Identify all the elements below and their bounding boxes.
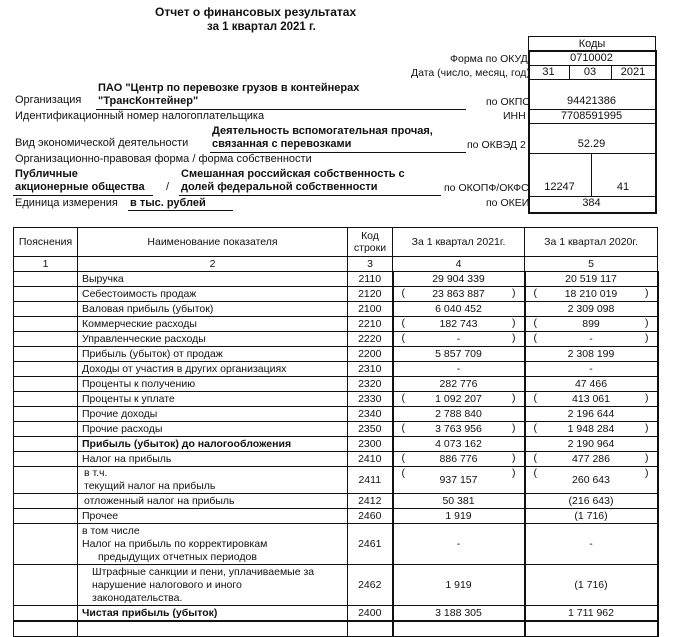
value-2020 [525, 407, 658, 422]
value-2021 [393, 606, 525, 622]
row-label: Прибыль (убыток) до налогообложения [78, 437, 348, 452]
paren-close: ) [645, 467, 649, 479]
cell-value: 1 919 [445, 509, 472, 522]
table-row [14, 452, 658, 467]
cell-value: 2 196 644 [567, 407, 615, 420]
row-label: Управленческие расходы [78, 332, 348, 347]
col-num-5: 5 [525, 257, 658, 272]
paren-open: ( [533, 392, 537, 404]
table-row [14, 377, 658, 392]
table-row [14, 524, 658, 565]
cell-value: 6 040 452 [435, 302, 482, 315]
row-label-line: отложенный налог на прибыль [84, 494, 235, 507]
row-label: Валовая прибыль (убыток) [78, 302, 348, 317]
table-row [14, 407, 658, 422]
cell-value: 1 919 [445, 578, 472, 591]
codes-header: Коды [578, 38, 606, 50]
cell-value: - [456, 332, 461, 345]
paren-open: ( [401, 287, 405, 299]
value-2020 [525, 422, 658, 437]
row-code: 2110 [348, 272, 393, 287]
value-2021 [393, 392, 525, 407]
value-2021 [393, 524, 525, 565]
cell-value: 23 863 887 [432, 287, 485, 300]
legal-form-line1: Публичные [15, 168, 78, 180]
col-header-notes: Пояснения [14, 228, 78, 257]
row-label: Прибыль (убыток) от продаж [78, 347, 348, 362]
org-name-line1: ПАО "Центр по перевозке грузов в контейнерах [98, 82, 360, 94]
okved-label: по ОКВЭД 2 [467, 139, 526, 151]
row-code: 2300 [348, 437, 393, 452]
row-label [78, 524, 348, 565]
value-2020 [525, 317, 658, 332]
cell-value: 2 309 098 [567, 302, 615, 315]
notes-cell [14, 317, 78, 332]
row-label: Коммерческие расходы [78, 317, 348, 332]
value-2021 [393, 287, 525, 302]
paren-open: ( [401, 392, 405, 404]
value-2020 [525, 494, 658, 509]
table-row-cutoff [14, 621, 658, 637]
notes-cell [14, 606, 78, 622]
value-2021 [393, 332, 525, 347]
row-code: 2200 [348, 347, 393, 362]
row-code: 2120 [348, 287, 393, 302]
paren-open: ( [401, 422, 405, 434]
empty-cell [14, 621, 78, 637]
row-label: Доходы от участия в других организациях [78, 362, 348, 377]
unit-label: Единица измерения [15, 197, 118, 209]
okpo-label: по ОКПО [486, 96, 531, 108]
okfs-value: 41 [616, 181, 630, 193]
okopf-value: 12247 [544, 181, 575, 193]
cell-value: 260 643 [572, 473, 610, 486]
row-label-line: в т.ч. [84, 467, 108, 479]
row-label-line: Штрафные санкции и пени, уплачиваемые за [92, 565, 315, 578]
value-2020 [525, 287, 658, 302]
row-code: 2461 [348, 524, 393, 565]
row-label-line: нарушение налогового и иного [92, 578, 242, 591]
cell-value: - [589, 332, 593, 345]
date-label: Дата (число, месяц, год) [411, 67, 530, 79]
paren-close: ) [512, 422, 516, 434]
cell-value: - [589, 537, 593, 550]
cell-value: - [456, 362, 461, 375]
table-row [14, 287, 658, 302]
row-label [78, 565, 348, 606]
inn-text: Идентификационный номер налогоплательщика [15, 110, 265, 122]
paren-close: ) [512, 452, 516, 464]
cell-value: 282 776 [439, 377, 478, 390]
col-header-2020: За 1 квартал 2020г. [525, 228, 658, 257]
row-code: 2330 [348, 392, 393, 407]
col-header-code-line2: строки [353, 242, 387, 254]
row-label [78, 494, 348, 509]
table-row [14, 437, 658, 452]
notes-cell [14, 302, 78, 317]
value-2020 [525, 565, 658, 606]
okei-value: 384 [582, 197, 601, 209]
cell-value: 1 948 284 [567, 422, 615, 435]
row-code: 2210 [348, 317, 393, 332]
empty-cell [393, 621, 525, 637]
value-2021 [393, 494, 525, 509]
cell-value: 50 381 [442, 494, 475, 507]
ownership-line2: долей федеральной собственности [181, 181, 378, 193]
cell-value: 20 519 117 [565, 272, 617, 285]
table-row [14, 467, 658, 494]
report-period: за 1 квартал 2021 г. [207, 21, 316, 33]
cell-value: 29 904 339 [432, 272, 485, 285]
value-2021 [393, 467, 525, 494]
table-row [14, 606, 658, 622]
cell-value: 3 188 305 [435, 606, 482, 619]
table-row [14, 317, 658, 332]
cell-value: (1 716) [574, 578, 608, 591]
value-2020 [525, 272, 658, 287]
paren-close: ) [512, 332, 516, 344]
notes-cell [14, 377, 78, 392]
org-label: Организация [15, 94, 82, 106]
org-name-line2: "ТрансКонтейнер" [98, 95, 199, 107]
paren-open: ( [533, 317, 537, 329]
row-label [78, 606, 348, 622]
row-label: Выручка [78, 272, 348, 287]
cell-value: 2 308 199 [567, 347, 615, 360]
cell-value: 886 776 [439, 452, 478, 465]
unit-value: в тыс. рублей [130, 197, 206, 209]
row-code: 2410 [348, 452, 393, 467]
cell-value: 413 061 [572, 392, 610, 405]
cell-value: (216 643) [568, 494, 614, 507]
financial-results-table [13, 227, 659, 637]
notes-cell [14, 494, 78, 509]
row-code: 2320 [348, 377, 393, 392]
cell-value: 2 788 840 [435, 407, 482, 420]
value-2021 [393, 407, 525, 422]
value-2021 [393, 317, 525, 332]
paren-open: ( [533, 452, 537, 464]
value-2020 [525, 437, 658, 452]
table-row [14, 509, 658, 524]
paren-close: ) [645, 392, 649, 404]
paren-open: ( [401, 332, 405, 344]
inn-value: 7708591995 [560, 110, 623, 122]
date-day: 31 [542, 66, 555, 78]
col-num-2: 2 [78, 257, 348, 272]
row-label-line: Чистая прибыль (убыток) [82, 606, 218, 619]
row-label-line: в том числе [82, 524, 140, 537]
cell-value: 899 [582, 317, 600, 330]
row-label: Налог на прибыль [78, 452, 348, 467]
row-code: 2411 [348, 467, 393, 494]
row-label-line: Прочее [82, 509, 119, 522]
value-2020 [525, 377, 658, 392]
table-row [14, 392, 658, 407]
paren-close: ) [645, 332, 649, 344]
row-label: Прочие доходы [78, 407, 348, 422]
report-title: Отчет о финансовых результатах [155, 5, 357, 19]
value-2020 [525, 509, 658, 524]
cell-value: - [589, 362, 593, 375]
row-code: 2100 [348, 302, 393, 317]
row-label-line: Налог на прибыль по корректировкам [82, 537, 268, 550]
value-2020 [525, 524, 658, 565]
row-label: Проценты к получению [78, 377, 348, 392]
notes-cell [14, 347, 78, 362]
row-label-line: законодательства. [92, 591, 183, 604]
row-code: 2412 [348, 494, 393, 509]
inn-label: ИНН [503, 110, 526, 122]
notes-cell [14, 437, 78, 452]
okved-value: 52.29 [577, 138, 606, 150]
col-header-name: Наименование показателя [78, 228, 348, 257]
cell-value: 477 286 [572, 452, 610, 465]
table-header-row [14, 228, 658, 257]
value-2020 [525, 332, 658, 347]
okpo-value: 94421386 [567, 95, 616, 107]
col-header-code [348, 228, 393, 257]
col-header-2021: За 1 квартал 2021г. [393, 228, 525, 257]
numbering-row [14, 257, 658, 272]
value-2021 [393, 437, 525, 452]
paren-close: ) [512, 392, 516, 404]
cell-value: 18 210 019 [564, 287, 618, 300]
okud-value: 0710002 [570, 52, 613, 64]
value-2021 [393, 422, 525, 437]
empty-cell [348, 621, 393, 637]
col-header-code-line1: Код [361, 230, 379, 242]
cell-value: 3 763 956 [435, 422, 482, 435]
empty-cell [525, 621, 658, 637]
paren-close: ) [512, 467, 516, 479]
empty-cell [78, 621, 348, 637]
legal-form-line2: акционерные общества [15, 181, 145, 193]
notes-cell [14, 362, 78, 377]
row-code: 2460 [348, 509, 393, 524]
cell-value: 1 092 207 [435, 392, 482, 405]
row-code: 2462 [348, 565, 393, 606]
notes-cell [14, 287, 78, 302]
col-num-4: 4 [393, 257, 525, 272]
table-row [14, 565, 658, 606]
value-2021 [393, 272, 525, 287]
cell-value: 4 073 162 [435, 437, 482, 450]
paren-close: ) [645, 287, 649, 299]
activity-label: Вид экономической деятельности [15, 137, 189, 149]
table-row [14, 272, 658, 287]
value-2020 [525, 606, 658, 622]
row-code: 2340 [348, 407, 393, 422]
row-label: Себестоимость продаж [78, 287, 348, 302]
value-2020 [525, 452, 658, 467]
table-row [14, 347, 658, 362]
value-2021 [393, 565, 525, 606]
value-2020 [525, 392, 658, 407]
cell-value: 5 857 709 [435, 347, 482, 360]
row-label-line: текущий налог на прибыль [84, 480, 216, 492]
paren-open: ( [533, 467, 537, 479]
cell-value: 937 157 [439, 473, 478, 486]
value-2021 [393, 452, 525, 467]
notes-cell [14, 272, 78, 287]
cell-value: - [456, 537, 461, 550]
row-label [78, 509, 348, 524]
cell-value: 2 190 964 [567, 437, 615, 450]
activity-line1: Деятельность вспомогательная прочая, [212, 125, 433, 137]
value-2021 [393, 377, 525, 392]
cell-value: 47 466 [574, 377, 608, 390]
notes-cell [14, 467, 78, 494]
paren-close: ) [512, 317, 516, 329]
okei-label: по ОКЕИ [486, 197, 530, 209]
ownership-line1: Смешанная российская собственность с [181, 168, 405, 180]
slash-separator: / [166, 181, 170, 193]
row-label-line: предыдущих отчетных периодов [98, 550, 257, 563]
notes-cell [14, 452, 78, 467]
table-row [14, 362, 658, 377]
paren-open: ( [401, 452, 405, 464]
okopf-label: по ОКОПФ/ОКФС [444, 182, 529, 194]
table-row [14, 302, 658, 317]
value-2021 [393, 347, 525, 362]
paren-open: ( [401, 467, 405, 479]
paren-open: ( [533, 422, 537, 434]
cell-value: 1 711 962 [568, 606, 614, 619]
paren-close: ) [645, 452, 649, 464]
notes-cell [14, 422, 78, 437]
value-2020 [525, 302, 658, 317]
table-row [14, 494, 658, 509]
legal-form-label: Организационно-правовая форма / форма собственности [15, 153, 312, 165]
cell-value: (1 716) [574, 509, 608, 522]
row-code: 2400 [348, 606, 393, 622]
date-month: 03 [583, 66, 597, 78]
paren-open: ( [533, 332, 537, 344]
col-num-1: 1 [14, 257, 78, 272]
notes-cell [14, 524, 78, 565]
row-code: 2350 [348, 422, 393, 437]
col-num-3: 3 [348, 257, 393, 272]
paren-open: ( [533, 287, 537, 299]
value-2021 [393, 509, 525, 524]
value-2021 [393, 302, 525, 317]
paren-close: ) [645, 317, 649, 329]
row-code: 2220 [348, 332, 393, 347]
paren-close: ) [645, 422, 649, 434]
paren-open: ( [401, 317, 405, 329]
value-2021 [393, 362, 525, 377]
table-row [14, 332, 658, 347]
row-code: 2310 [348, 362, 393, 377]
notes-cell [14, 565, 78, 606]
value-2020 [525, 347, 658, 362]
notes-cell [14, 392, 78, 407]
notes-cell [14, 407, 78, 422]
okud-label: Форма по ОКУД [450, 53, 528, 65]
date-year: 2021 [620, 66, 646, 78]
paren-close: ) [512, 287, 516, 299]
table-row [14, 422, 658, 437]
row-label: Прочие расходы [78, 422, 348, 437]
row-label: Проценты к уплате [78, 392, 348, 407]
notes-cell [14, 332, 78, 347]
notes-cell [14, 509, 78, 524]
value-2020 [525, 467, 658, 494]
value-2020 [525, 362, 658, 377]
cell-value: 182 743 [439, 317, 478, 330]
activity-line2: связанная с перевозками [212, 138, 352, 150]
row-label [78, 467, 348, 494]
